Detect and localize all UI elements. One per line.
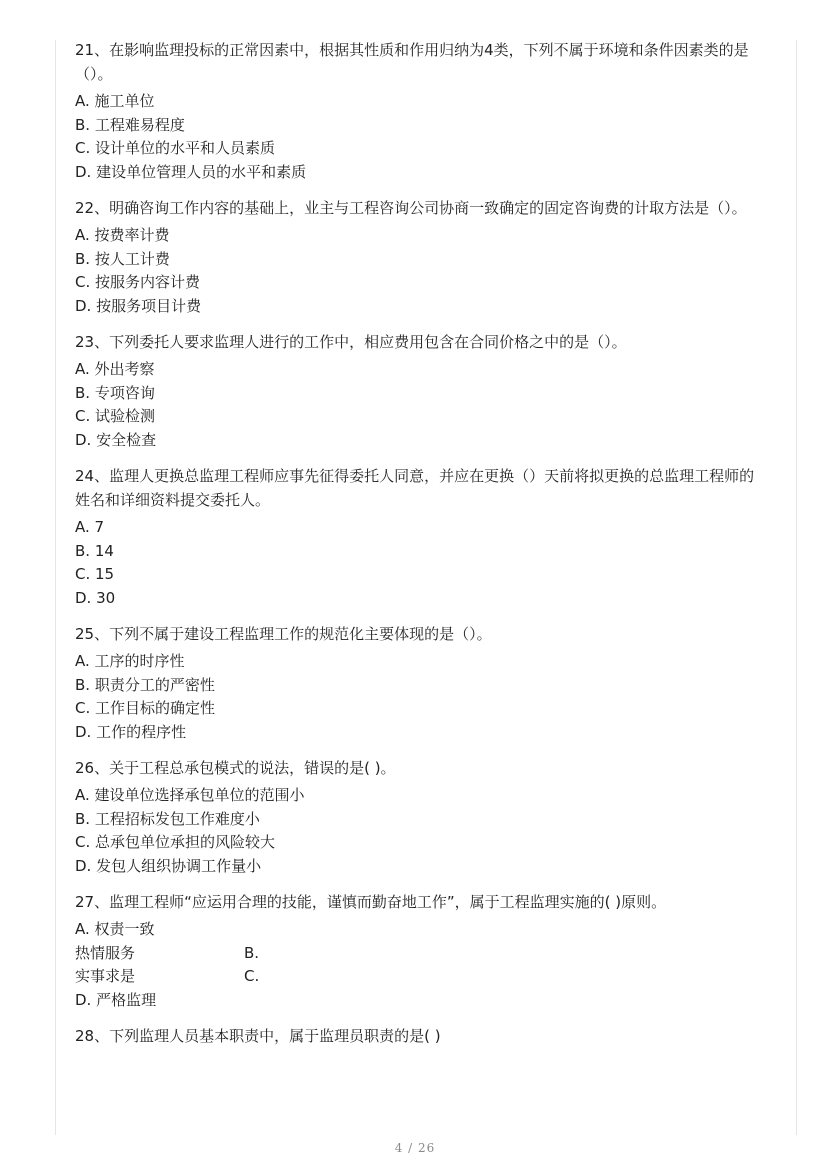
question-22: [75, 196, 765, 318]
document-content: [75, 38, 765, 1060]
option-a: A. 工序的时序性: [75, 652, 185, 670]
option-b: B. 工程难易程度: [75, 115, 185, 134]
question-stem: 26、关于工程总承包模式的说法，错误的是( )。: [75, 759, 396, 777]
right-margin-line: [796, 40, 797, 1135]
question-25: [75, 622, 765, 744]
option-b-text: 热情服务: [75, 943, 136, 962]
option-b: B. 14: [75, 541, 114, 560]
question-21: [75, 38, 765, 184]
question-24: [75, 464, 765, 610]
option-c: C. 设计单位的水平和人员素质: [75, 139, 276, 157]
option-b: B. 职责分工的严密性: [75, 675, 215, 694]
option-a: A. 7: [75, 518, 105, 536]
option-a: A. 建设单位选择承包单位的范围小: [75, 786, 305, 804]
question-stem: 23、下列委托人要求监理人进行的工作中，相应费用包含在合同价格之中的是（）。: [75, 333, 627, 351]
option-c: C. 按服务内容计费: [75, 273, 201, 291]
option-a: A. 外出考察: [75, 360, 155, 378]
question-stem: 25、下列不属于建设工程监理工作的规范化主要体现的是（）。: [75, 625, 492, 643]
option-d: D. 工作的程序性: [75, 722, 187, 741]
option-d: D. 严格监理: [75, 990, 157, 1009]
option-a: A. 按费率计费: [75, 226, 170, 244]
option-c: C. 试验检测: [75, 407, 156, 425]
option-a: A. 施工单位: [75, 92, 155, 110]
question-23: [75, 330, 765, 452]
question-28: [75, 1024, 765, 1048]
question-stem: 24、监理人更换总监理工程师应事先征得委托人同意，并应在更换（）天前将拟更换的总监理工程师的姓名和详细资料提交委托人。: [75, 467, 755, 509]
option-d: D. 30: [75, 588, 116, 607]
option-b-label: B.: [244, 943, 260, 962]
left-margin-line: [55, 40, 56, 1135]
question-stem: 27、监理工程师“应运用合理的技能，谨慎而勤奋地工作”，属于工程监理实施的( )原则。: [75, 893, 667, 911]
option-c-label: C.: [244, 967, 260, 985]
option-d: D. 发包人组织协调工作量小: [75, 856, 262, 875]
option-a: A. 权责一致: [75, 920, 155, 938]
question-stem: 21、在影响监理投标的正常因素中，根据其性质和作用归纳为4类，下列不属于环境和条件因素类的是（）。: [75, 41, 749, 83]
question-stem: 22、明确咨询工作内容的基础上，业主与工程咨询公司协商一致确定的固定咨询费的计取方法是（）。: [75, 199, 747, 217]
option-d: D. 按服务项目计费: [75, 296, 202, 315]
option-row-b: [75, 942, 765, 966]
page-number: 4 / 26: [394, 1141, 436, 1155]
option-c: C. 工作目标的确定性: [75, 699, 216, 717]
option-b: B. 按人工计费: [75, 249, 170, 268]
question-26: [75, 756, 765, 878]
option-c: C. 15: [75, 565, 115, 583]
option-row-c: [75, 965, 765, 989]
option-d: D. 建设单位管理人员的水平和素质: [75, 162, 307, 181]
option-c: C. 总承包单位承担的风险较大: [75, 833, 276, 851]
option-b: B. 工程招标发包工作难度小: [75, 809, 260, 828]
option-b: B. 专项咨询: [75, 383, 155, 402]
question-stem: 28、下列监理人员基本职责中，属于监理员职责的是( ): [75, 1027, 441, 1045]
option-d: D. 安全检查: [75, 430, 157, 449]
option-c-text: 实事求是: [75, 967, 136, 985]
question-27: [75, 890, 765, 1012]
